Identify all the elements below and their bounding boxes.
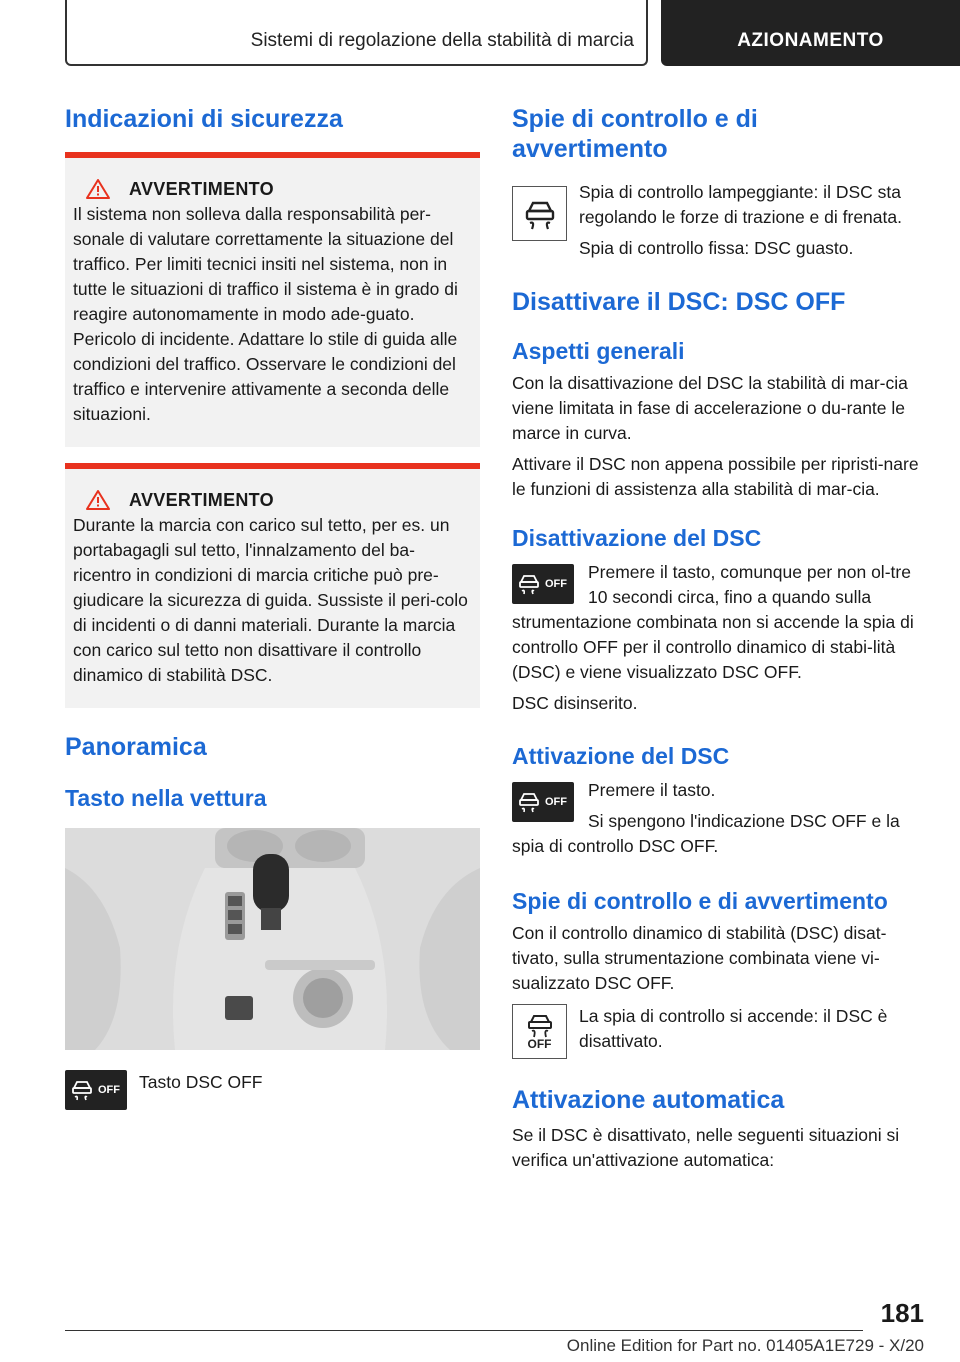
warning-box-1 <box>65 152 480 447</box>
off-label: OFF <box>545 578 567 590</box>
warning-text: Durante la marcia con carico sul tetto, per es. un portabagagli sul tetto, l'innalzamento del ba-ricentro in condizioni di marcia critiche può pre-giudicare la sicurezza di guida. Sussiste il peri-colo di incidenti o di danni materiali. Durante la marcia con carico sul tetto non disattivare il controllo dinamico di stabilità DSC. <box>73 515 468 685</box>
warning-label: AVVERTIMENTO <box>129 178 274 199</box>
dsc-off-button-icon <box>65 1070 127 1110</box>
button-caption-row <box>65 1070 480 1110</box>
warning-triangle-icon <box>85 489 111 511</box>
general-paragraph-1: Con la disattivazione del DSC la stabilità di mar-cia viene limitata in fase di accelerazione o du-rante le marce in curva. <box>512 373 908 443</box>
general-heading: Aspetti generali <box>512 338 685 364</box>
off-label: OFF <box>527 1037 552 1051</box>
skid-car-icon <box>69 1077 95 1103</box>
button-heading: Tasto nella vettura <box>65 785 267 811</box>
deactivate-heading: Disattivare il DSC: DSC OFF <box>512 288 846 316</box>
left-column <box>65 100 480 1110</box>
footer-divider <box>65 1330 863 1331</box>
dsc-indicator-icon <box>520 194 560 234</box>
dsc-off-indicator-icon <box>524 1012 556 1038</box>
skid-car-icon <box>516 789 542 815</box>
lights2-row <box>512 1004 930 1059</box>
center-console-photo <box>65 828 480 1050</box>
deactivation-paragraph-1: Premere il tasto, comunque per non ol-tre 10 secondi circa, fino a quando sulla strumentazione combinata non si accende la spia di controllo OFF per il controllo dinamico di stabi-lità (DSC) e viene visualizzato DSC OFF. <box>512 562 914 682</box>
lights2-paragraph-1: Con il controllo dinamico di stabilità (DSC) disat-tivato, sulla strumentazione combinata viene vi-sualizzato DSC OFF. <box>512 923 887 993</box>
off-label: OFF <box>98 1084 120 1096</box>
header-section-box <box>65 0 648 66</box>
activation-paragraph-2: Si spengono l'indicazione DSC OFF e la spia di controllo DSC OFF. <box>512 811 900 856</box>
warning-text: Il sistema non solleva dalla responsabilità per-sonale di valutare correttamente la situazione del traffico. Per limiti tecnici insiti nel sistema, non in tutte le situazioni di traffico il sistema è in grado di reagire autonomamente in modo ade-guato. Pericolo di incidente. Adattare lo stile di guida alle condizioni del traffico. Osservare le condizioni del traffico e intervenire attivamente a seconda delle situazioni. <box>73 204 458 424</box>
footer-edition: Online Edition for Part no. 01405A1E729 - X/20 <box>566 1336 924 1355</box>
button-caption: Tasto DSC OFF <box>139 1072 263 1092</box>
lights-heading: Spie di controllo e di avvertimento <box>512 105 758 163</box>
warning-triangle-icon <box>85 178 111 200</box>
lights2-paragraph-2: La spia di controllo si accende: il DSC è disattivato. <box>579 1006 888 1051</box>
section-title: Sistemi di regolazione della stabilità di marcia <box>250 30 634 51</box>
auto-paragraph-1: Se il DSC è disattivato, nelle seguenti situazioni si verifica un'attivazione automatica: <box>512 1125 900 1170</box>
auto-heading: Attivazione automatica <box>512 1086 785 1114</box>
activation-heading: Attivazione del DSC <box>512 743 730 769</box>
deactivation-heading: Disattivazione del DSC <box>512 525 762 551</box>
deactivation-paragraph-2: DSC disinserito. <box>512 693 638 713</box>
safety-heading: Indicazioni di sicurezza <box>65 105 343 133</box>
dsc-off-button-icon <box>512 564 574 604</box>
lights-row <box>512 180 930 261</box>
lights-paragraph-1: Spia di controllo lampeggiante: il DSC sta regolando le forze di trazione e di frenata. <box>579 182 902 227</box>
general-paragraph-2: Attivare il DSC non appena possibile per ripristi-nare le funzioni di assistenza alla stabilità di mar-cia. <box>512 454 919 499</box>
lights2-heading: Spie di controllo e di avvertimento <box>512 888 888 914</box>
warning-box-2 <box>65 463 480 708</box>
activation-paragraph-1: Premere il tasto. <box>588 780 716 800</box>
chapter-tab[interactable] <box>661 0 960 66</box>
dsc-off-button-icon <box>512 782 574 822</box>
off-label: OFF <box>545 796 567 808</box>
warning-label: AVVERTIMENTO <box>129 489 274 510</box>
right-column <box>512 100 930 1173</box>
skid-car-icon <box>516 571 542 597</box>
overview-heading: Panoramica <box>65 733 207 761</box>
dsc-indicator-icon-box <box>512 186 567 241</box>
console-illustration <box>65 828 480 1050</box>
lights-paragraph-2: Spia di controllo fissa: DSC guasto. <box>579 238 854 258</box>
dsc-off-indicator-icon-box <box>512 1004 567 1059</box>
chapter-tab-label: AZIONAMENTO <box>737 30 884 51</box>
page-number: 181 <box>880 1298 924 1328</box>
